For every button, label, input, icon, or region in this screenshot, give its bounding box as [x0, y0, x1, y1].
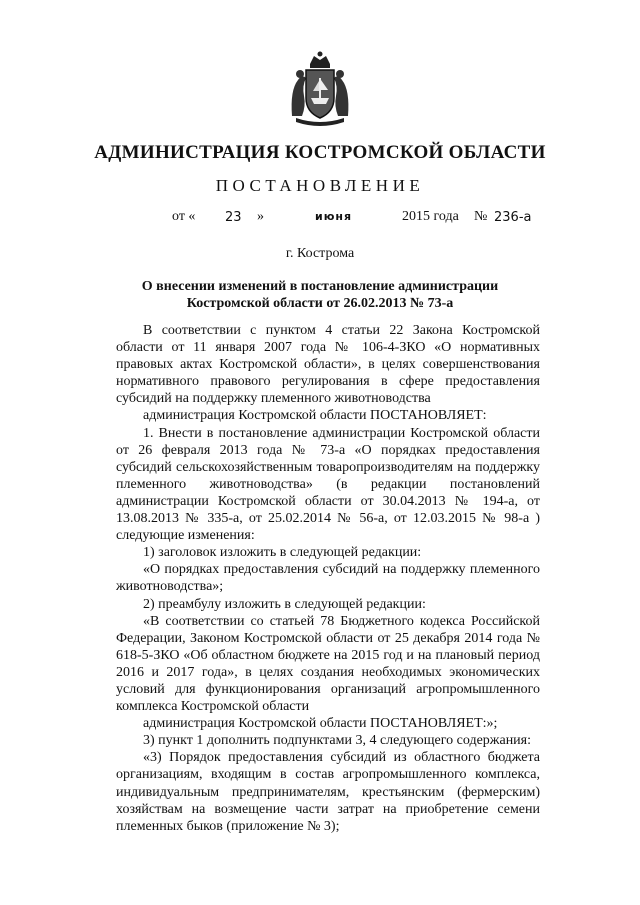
paragraph: «О порядках предоставления субсидий на поддержку племенного животноводства»;: [116, 562, 540, 595]
date-month: июня: [315, 210, 353, 223]
paragraph: 1) заголовок изложить в следующей редакции:: [143, 545, 422, 561]
paragraph: 3) пункт 1 дополнить подпунктами 3, 4 следующего содержания:: [143, 733, 532, 749]
document-body: [116, 322, 540, 835]
paragraph: администрация Костромской области ПОСТАНОВЛЯЕТ:: [143, 408, 487, 424]
paragraph: администрация Костромской области ПОСТАНОВЛЯЕТ:»;: [143, 716, 498, 732]
date-close-quote: »: [257, 209, 264, 224]
date-prefix: от «: [172, 209, 196, 224]
paragraph: В соответствии с пунктом 4 статьи 22 Закона Костромской области от 11 января 2007 года № 106-4-ЗКО «О нормативных правовых актах Костромской области», в целях совершенствования нормативного правового регулирования в сфере предоставления субсидий на поддержку племенного животноводства: [116, 323, 540, 407]
date-year: 2015 года: [402, 209, 459, 224]
number-prefix: №: [474, 209, 488, 224]
city: г. Кострома: [285, 246, 355, 261]
document-number: 236-а: [494, 210, 532, 225]
paragraph: «В соответствии со статьей 78 Бюджетного кодекса Российской Федерации, Законом Костромской области от 25 декабря 2014 года № 618-5-ЗКО «Об областном бюджете на 2015 год и на плановый период 2016 и 2017 года», в целях создания необходимых экономических условий для функционирования организаций агропромышленного комплекса Костромской области: [116, 613, 540, 715]
document-subject: [0, 278, 640, 312]
coat-of-arms-icon: [288, 50, 352, 126]
subject-line-2: Костромской области от 26.02.2013 № 73-а: [186, 296, 454, 311]
subject-line-1: О внесении изменений в постановление администрации: [141, 279, 499, 294]
date-day: 23: [225, 210, 242, 225]
paragraph: 2) преамбулу изложить в следующей редакции:: [143, 596, 426, 612]
organization-title: АДМИНИСТРАЦИЯ КОСТРОМСКОЙ ОБЛАСТИ: [94, 142, 546, 163]
paragraph: 1. Внести в постановление администрации Костромской области от 26 февраля 2013 года № 73-а «О порядках предоставления субсидий сельскохозяйственным товаропроизводителям на поддержку племенного животноводства» (в редакции постановлений администрации Костромской области от 30.04.2013 № 194-а, от 13.08.2013 № 335-а, от 25.02.2014 № 56-а, от 12.03.2015 № 98-а ) следующие изменения:: [116, 425, 540, 544]
paragraph: «3) Порядок предоставления субсидий из областного бюджета организациям, входящим в состав агропромышленного комплекса, индивидуальным предпринимателям, крестьянским (фермерским) хозяйствам на возмещение части затрат на приобретение семени племенных быков (приложение № 3);: [116, 750, 540, 834]
document-type: ПОСТАНОВЛЕНИЕ: [215, 176, 425, 195]
